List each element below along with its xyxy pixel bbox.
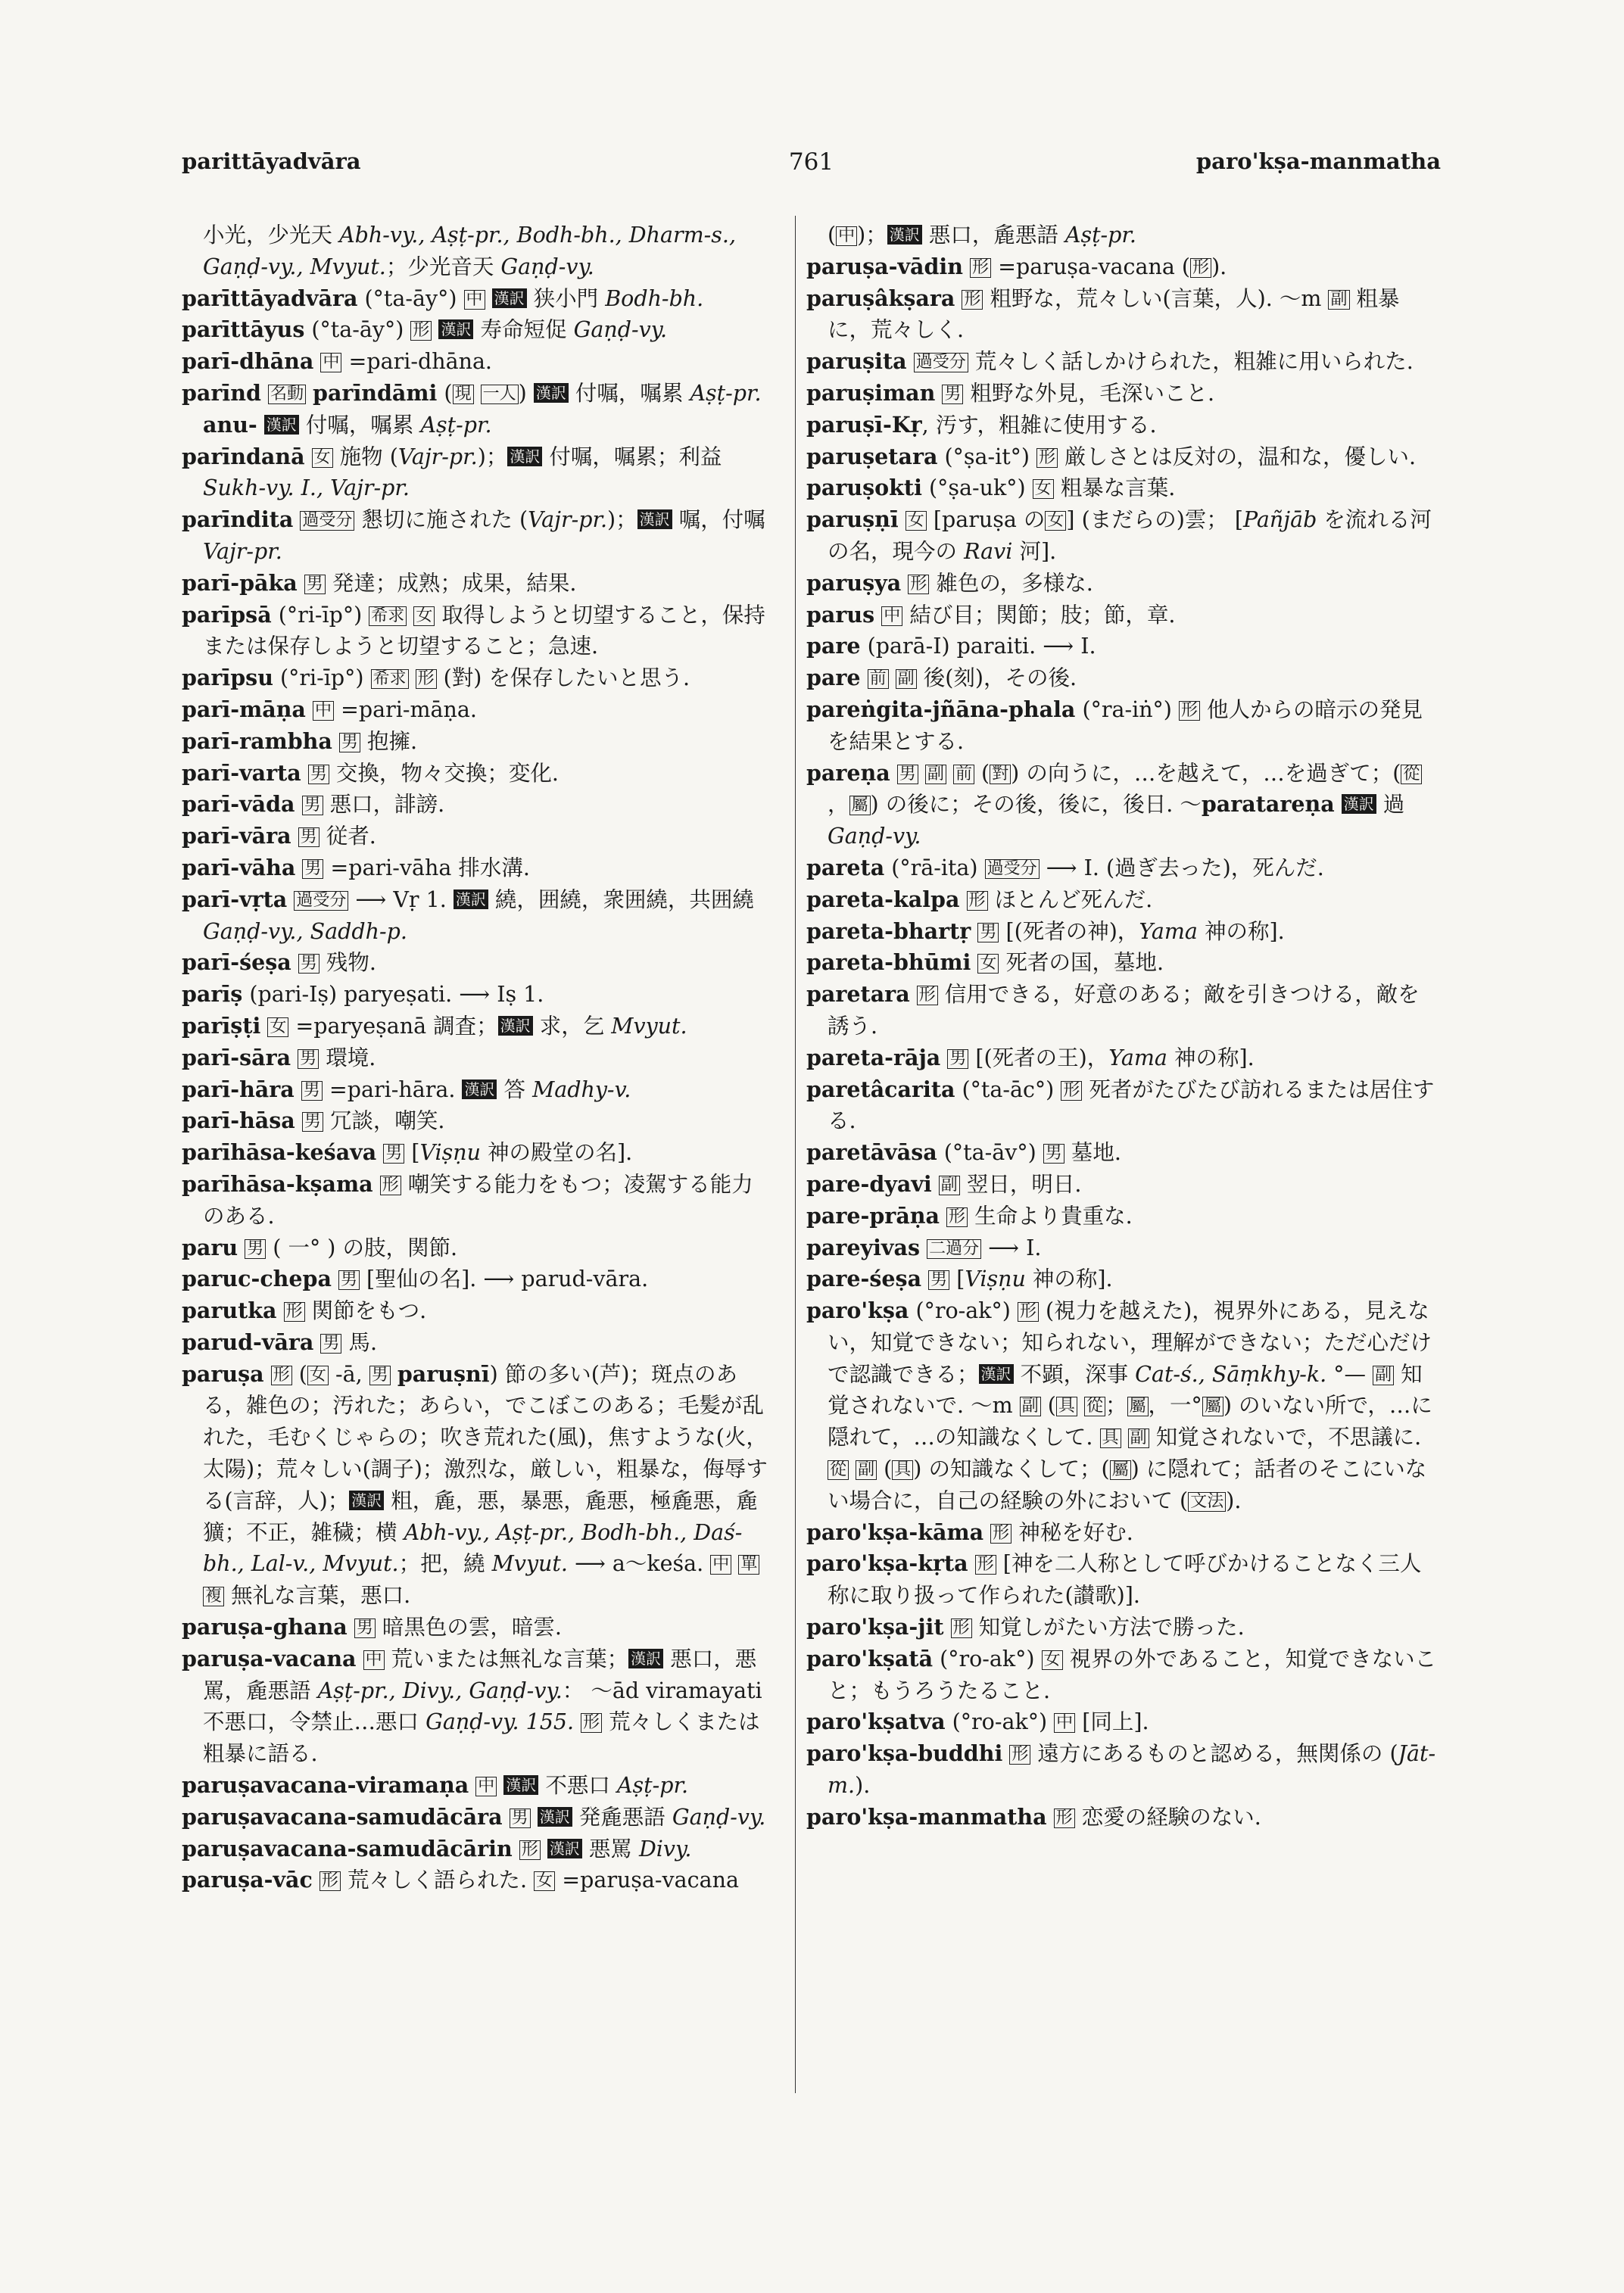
- entry: pareta-kalpa 形 ほとんど死んだ.: [806, 886, 1153, 912]
- entry-continuation: 小光，少光天 Abh-vy., Aṣṭ-pr., Bodh-bh., Dharm-s., Gaṇḍ-vy., Mvyut.；少光音天 Gaṇḍ-vy.: [203, 223, 737, 279]
- entry: parī-vāra 男 従者.: [182, 823, 376, 849]
- entry: paro'kṣa (°ro-ak°) 形 (視力を越えた)，視界外にある，見えない，知覚できない；知られない，理解ができない；ただ心だけで認識できる； 漢訳 不顕，深事 Cat-ś., Sāṃkhy-k. °— 副 知覚されないで. ～m 副 ( 具 從 ； 屬 ，一° 屬 ) のいない所で，…に隠れて，…の知識なくして. 具 副 知覚されないで，不思議に. 從 副 ( 具 ) の知識なくして；( 屬 ) に隠れて；話者のそこにいない場合に，自己の経験の外において ( 文法 ).: [806, 1298, 1432, 1513]
- entry: paretara 形 信用できる，好意のある；敵を引きつける，敵を誘う.: [806, 981, 1420, 1039]
- entry: paruṣya 形 雑色の，多様な.: [806, 569, 1093, 596]
- entry: parīṣ (pari-Iṣ) paryeṣati. ⟶ Iṣ 1.: [182, 981, 544, 1008]
- entry: parīttāyus (°ta-āy°) 形 漢訳 寿命短促 Gaṇḍ-vy.: [182, 316, 668, 343]
- entry: paruṣa 形 ( 女 -ā, 男 paruṣnī) 節の多い(芦)；斑点のある，雑色の；汚れた；あらい，でこぼこのある；毛髪が乱れた，毛むくじゃらの；吹き荒れた(風)，焦すような(火，太陽)；荒々しい(調子)；激烈な，厳しい，粗暴な，侮辱する(言辞，人)； 漢訳 粗，麁，悪，暴悪，麁悪，極麁悪，麁獷；不正，雑穢；横 Abh-vy., Aṣṭ-pr., Bodh-bh., Daś-bh., Lal-v., Mvyut.；把，繞 Mvyut. ⟶ a～keśa. 中 單 複 無礼な言葉，悪口.: [182, 1360, 768, 1609]
- entry: parī-hāra 男 =pari-hāra. 漢訳 答 Madhy-v.: [182, 1076, 631, 1102]
- entry: paro'kṣatva (°ro-ak°) 中 [同上].: [806, 1709, 1149, 1735]
- entry: paruṣetara (°ṣa-it°) 形 厳しさとは反対の，温和な，優しい.: [806, 443, 1417, 469]
- entry: pareṅgita-jñāna-phala (°ra-iṅ°) 形 他人からの暗示の発見を結果とする.: [806, 696, 1423, 754]
- left-column: [182, 220, 774, 1896]
- entry: parīndita 過受分 懇切に施された (Vajr-pr.)； 漢訳 嘱，付嘱 Vajr-pr.: [182, 506, 765, 564]
- entry-sub: anu- 漢訳 付嘱，嘱累 Aṣṭ-pr.: [203, 411, 492, 438]
- entry: pare (parā-I) paraiti. ⟶ I.: [806, 633, 1096, 659]
- entry: parus 中 結び目；関節；肢；節，章.: [806, 601, 1176, 628]
- entry: parī-dhāna 中 =pari-dhāna.: [182, 348, 492, 375]
- right-column: [806, 220, 1441, 1833]
- entry: paro'kṣa-kṛta 形 [神を二人称として呼びかけることなく三人称に取り扱って作られた(讃歌)].: [806, 1550, 1422, 1609]
- entry: paruṣa-vāc 形 荒々しく語られた. 女 =paruṣa-vacana: [182, 1867, 739, 1893]
- entry: parī-vāda 男 悪口，誹謗.: [182, 791, 445, 818]
- entry: paruṣâkṣara 形 粗野な，荒々しい(言葉，人). ～m 副 粗暴に，荒々しく.: [806, 285, 1400, 343]
- entry: paruṣavacana-viramaṇa 中 漢訳 不悪口 Aṣṭ-pr.: [182, 1772, 689, 1799]
- entry: paruṣavacana-samudācārin 形 漢訳 悪罵 Divy.: [182, 1835, 692, 1862]
- column-divider: [795, 216, 796, 2093]
- entry: parīṣṭi 女 =paryeṣanā 調査； 漢訳 求，乞 Mvyut.: [182, 1012, 687, 1039]
- header-left-guide-word: parittāyadvāra: [182, 148, 361, 174]
- entry: paruṣṇī 女 [paruṣa の 女 ] (まだらの)雲； [Pañjāb を流れる河の名，現今の Ravi 河].: [806, 506, 1432, 564]
- entry: parīhāsa-keśava 男 [Viṣṇu 神の殿堂の名].: [182, 1139, 633, 1166]
- entry: parīhāsa-kṣama 形 嘲笑する能力をもつ；凌駕する能力のある.: [182, 1170, 753, 1229]
- entry: pare-dyavi 副 翌日，明日.: [806, 1170, 1082, 1197]
- entry: pareta-rāja 男 [(死者の王)，Yama 神の称].: [806, 1044, 1255, 1070]
- page-number: 761: [788, 148, 834, 176]
- entry: paruṣī-Kṛ, 汚す，粗雑に使用する.: [806, 411, 1157, 438]
- entry: paruṣa-vādin 形 =paruṣa-vacana ( 形 ).: [806, 253, 1227, 279]
- entry: parī-varta 男 交換，物々交換；変化.: [182, 759, 559, 786]
- entry: parī-hāsa 男 冗談，嘲笑.: [182, 1108, 445, 1134]
- entry: parīndanā 女 施物 (Vajr-pr.)； 漢訳 付嘱，嘱累；利益 Sukh-vy. I., Vajr-pr.: [182, 443, 722, 501]
- entry: paruṣavacana-samudācāra 男 漢訳 発麁悪語 Gaṇḍ-vy.: [182, 1803, 766, 1830]
- entry: parutka 形 関節をもつ.: [182, 1298, 427, 1324]
- entry: pareṇa 男 副 前 ( 對 ) の向うに，…を越えて，…を過ぎて；( 從， 屬 ) の後に；その後，後に，後日. ～paratareṇa 漢訳 過 Gaṇḍ-vy.: [806, 758, 1441, 852]
- entry: paruṣokti (°ṣa-uk°) 女 粗暴な言葉.: [806, 475, 1176, 501]
- entry: pareta (°rā-ita) 過受分 ⟶ I. (過ぎ去った)，死んだ.: [806, 854, 1324, 880]
- running-header: [182, 148, 1441, 186]
- entry: parīpsā (°ri-īp°) 希求 女 取得しようと切望すること，保持または保存しようと切望すること；急速.: [182, 601, 765, 659]
- header-right-guide-word: paro'kṣa-manmatha: [1195, 148, 1441, 174]
- entry: parud-vāra 男 馬.: [182, 1329, 378, 1355]
- entry: parīttāyadvāra (°ta-āy°) 中 漢訳 狭小門 Bodh-bh.: [182, 285, 704, 311]
- entry: paro'kṣatā (°ro-ak°) 女 視界の外であること，知覚できないこと；もうろうたること.: [806, 1645, 1437, 1703]
- entry: parī-śeṣa 男 残物.: [182, 949, 376, 976]
- entry: pare-śeṣa 男 [Viṣṇu 神の称].: [806, 1266, 1113, 1292]
- entry: paro'kṣa-buddhi 形 遠方にあるものと認める，無関係の (Jāt-m.).: [806, 1740, 1436, 1799]
- entry: paru 男 ( 一° ) の肢，関節.: [182, 1234, 458, 1260]
- entry: pare 前 副 後(刻)，その後.: [806, 665, 1077, 691]
- entry: paretāvāsa (°ta-āv°) 男 墓地.: [806, 1139, 1121, 1166]
- entry: parīnd 名動 parīndāmi ( 現 一人 ) 漢訳 付嘱，嘱累 Aṣṭ-pr.: [182, 379, 762, 406]
- entry: parī-vāha 男 =pari-vāha 排水溝.: [182, 854, 530, 880]
- entry: paruṣita 過受分 荒々しく話しかけられた，粗雑に用いられた.: [806, 348, 1414, 375]
- entry: parī-māṇa 中 =pari-māṇa.: [182, 696, 477, 722]
- entry: paro'kṣa-kāma 形 神秘を好む.: [806, 1519, 1133, 1545]
- entry: paruṣiman 男 粗野な外見，毛深いこと.: [806, 379, 1215, 406]
- entry: paretâcarita (°ta-āc°) 形 死者がたびたび訪れるまたは居住する.: [806, 1076, 1435, 1134]
- entry: parī-pāka 男 発達；成熟；成果，結果.: [182, 569, 577, 596]
- entry: paruṣa-ghana 男 暗黒色の雲，暗雲.: [182, 1614, 562, 1640]
- entry: parī-vṛta 過受分 ⟶ Vṛ 1. 漢訳 繞，囲繞，衆囲繞，共囲繞 Gaṇḍ-vy., Saddh-p.: [182, 886, 754, 944]
- entry: pareta-bhūmi 女 死者の国，墓地.: [806, 949, 1164, 976]
- entry: parīpsu (°ri-īp°) 希求 形 (對) を保存したいと思う.: [182, 665, 690, 691]
- entry: pareta-bhartṛ 男 [(死者の神)，Yama 神の称].: [806, 918, 1285, 944]
- entry-continuation: ( 中 )； 漢訳 悪口，麁悪語 Aṣṭ-pr.: [828, 223, 1136, 248]
- entry: paruṣa-vacana 中 荒いまたは無礼な言葉； 漢訳 悪口，悪罵，麁悪語 Aṣṭ-pr., Divy., Gaṇḍ-vy.： ～ād viramayati 不悪口，令禁止…悪口 Gaṇḍ-vy. 155. 形 荒々しくまたは粗暴に語る.: [182, 1645, 762, 1767]
- entry: paro'kṣa-jit 形 知覚しがたい方法で勝った.: [806, 1614, 1245, 1640]
- entry: paro'kṣa-manmatha 形 恋愛の経験のない.: [806, 1803, 1261, 1830]
- entry: parī-rambha 男 抱擁.: [182, 727, 418, 754]
- entry: pareyivas 二過分 ⟶ I.: [806, 1234, 1042, 1260]
- entry: paruc-chepa 男 [聖仙の名]. ⟶ parud-vāra.: [182, 1266, 649, 1292]
- entry: pare-prāṇa 形 生命より貴重な.: [806, 1202, 1133, 1229]
- entry: parī-sāra 男 環境.: [182, 1044, 376, 1070]
